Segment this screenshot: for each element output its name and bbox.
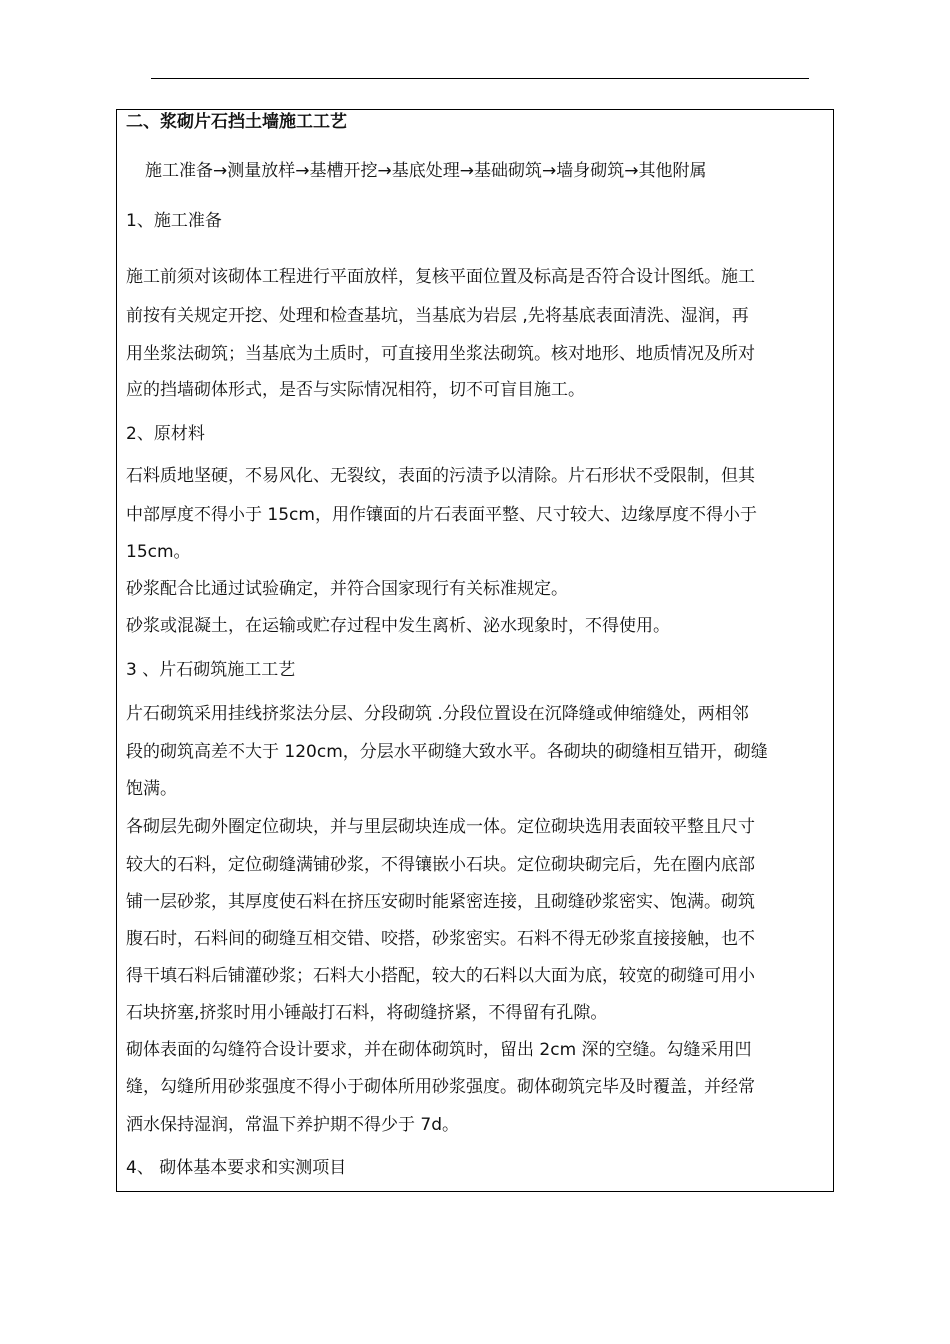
section-title: 二、浆砌片石挡土墙施工工艺: [126, 112, 347, 132]
paragraph-line: 得干填石料后铺灌砂浆；石料大小搭配，较大的石料以大面为底，较宽的砌缝可用小: [126, 966, 755, 986]
paragraph-line: 洒水保持湿润，常温下养护期不得少于 7d。: [126, 1115, 460, 1135]
process-flow: 施工准备→测量放样→基槽开挖→基底处理→基础砌筑→墙身砌筑→其他附属: [145, 161, 707, 181]
paragraph-line: 前按有关规定开挖、处理和检查基坑，当基底为岩层 ,先将基底表面清洗、湿润，再: [126, 306, 749, 326]
heading-4: 4、 砌体基本要求和实测项目: [126, 1158, 347, 1178]
paragraph-line: 15cm。: [126, 542, 191, 562]
heading-1: 1、施工准备: [126, 211, 222, 231]
paragraph-line: 较大的石料，定位砌缝满铺砂浆，不得镶嵌小石块。定位砌块砌完后，先在圈内底部: [126, 855, 755, 875]
paragraph-line: 砂浆或混凝土，在运输或贮存过程中发生离析、泌水现象时，不得使用。: [126, 616, 670, 636]
header-rule: [151, 78, 809, 79]
paragraph-line: 段的砌筑高差不大于 120cm，分层水平砌缝大致水平。各砌块的砌缝相互错开，砌缝: [126, 742, 768, 762]
paragraph-line: 片石砌筑采用挂线挤浆法分层、分段砌筑 .分段位置设在沉降缝或伸缩缝处，两相邻: [126, 704, 749, 724]
paragraph-line: 铺一层砂浆，其厚度使石料在挤压安砌时能紧密连接，且砌缝砂浆密实、饱满。砌筑: [126, 892, 755, 912]
paragraph-line: 石料质地坚硬，不易风化、无裂纹，表面的污渍予以清除。片石形状不受限制，但其: [126, 466, 755, 486]
paragraph-line: 砌体表面的勾缝符合设计要求，并在砌体砌筑时，留出 2cm 深的空缝。勾缝采用凹: [126, 1040, 752, 1060]
paragraph-line: 各砌层先砌外圈定位砌块，并与里层砌块连成一体。定位砌块选用表面较平整且尺寸: [126, 817, 755, 837]
paragraph-line: 缝，勾缝所用砂浆强度不得小于砌体所用砂浆强度。砌体砌筑完毕及时覆盖，并经常: [126, 1077, 755, 1097]
paragraph-line: 应的挡墙砌体形式，是否与实际情况相符，切不可盲目施工。: [126, 380, 585, 400]
heading-3: 3 、片石砌筑施工工艺: [126, 660, 296, 680]
paragraph-line: 用坐浆法砌筑；当基底为土质时，可直接用坐浆法砌筑。核对地形、地质情况及所对: [126, 344, 755, 364]
paragraph-line: 施工前须对该砌体工程进行平面放样，复核平面位置及标高是否符合设计图纸。施工: [126, 267, 755, 287]
paragraph-line: 石块挤塞,挤浆时用小锤敲打石料，将砌缝挤紧，不得留有孔隙。: [126, 1003, 608, 1023]
paragraph-line: 饱满。: [126, 779, 177, 799]
paragraph-line: 腹石时，石料间的砌缝互相交错、咬搭，砂浆密实。石料不得无砂浆直接接触，也不: [126, 929, 755, 949]
heading-2: 2、原材料: [126, 424, 205, 444]
paragraph-line: 中部厚度不得小于 15cm，用作镶面的片石表面平整、尺寸较大、边缘厚度不得小于: [126, 505, 757, 525]
paragraph-line: 砂浆配合比通过试验确定，并符合国家现行有关标准规定。: [126, 579, 568, 599]
